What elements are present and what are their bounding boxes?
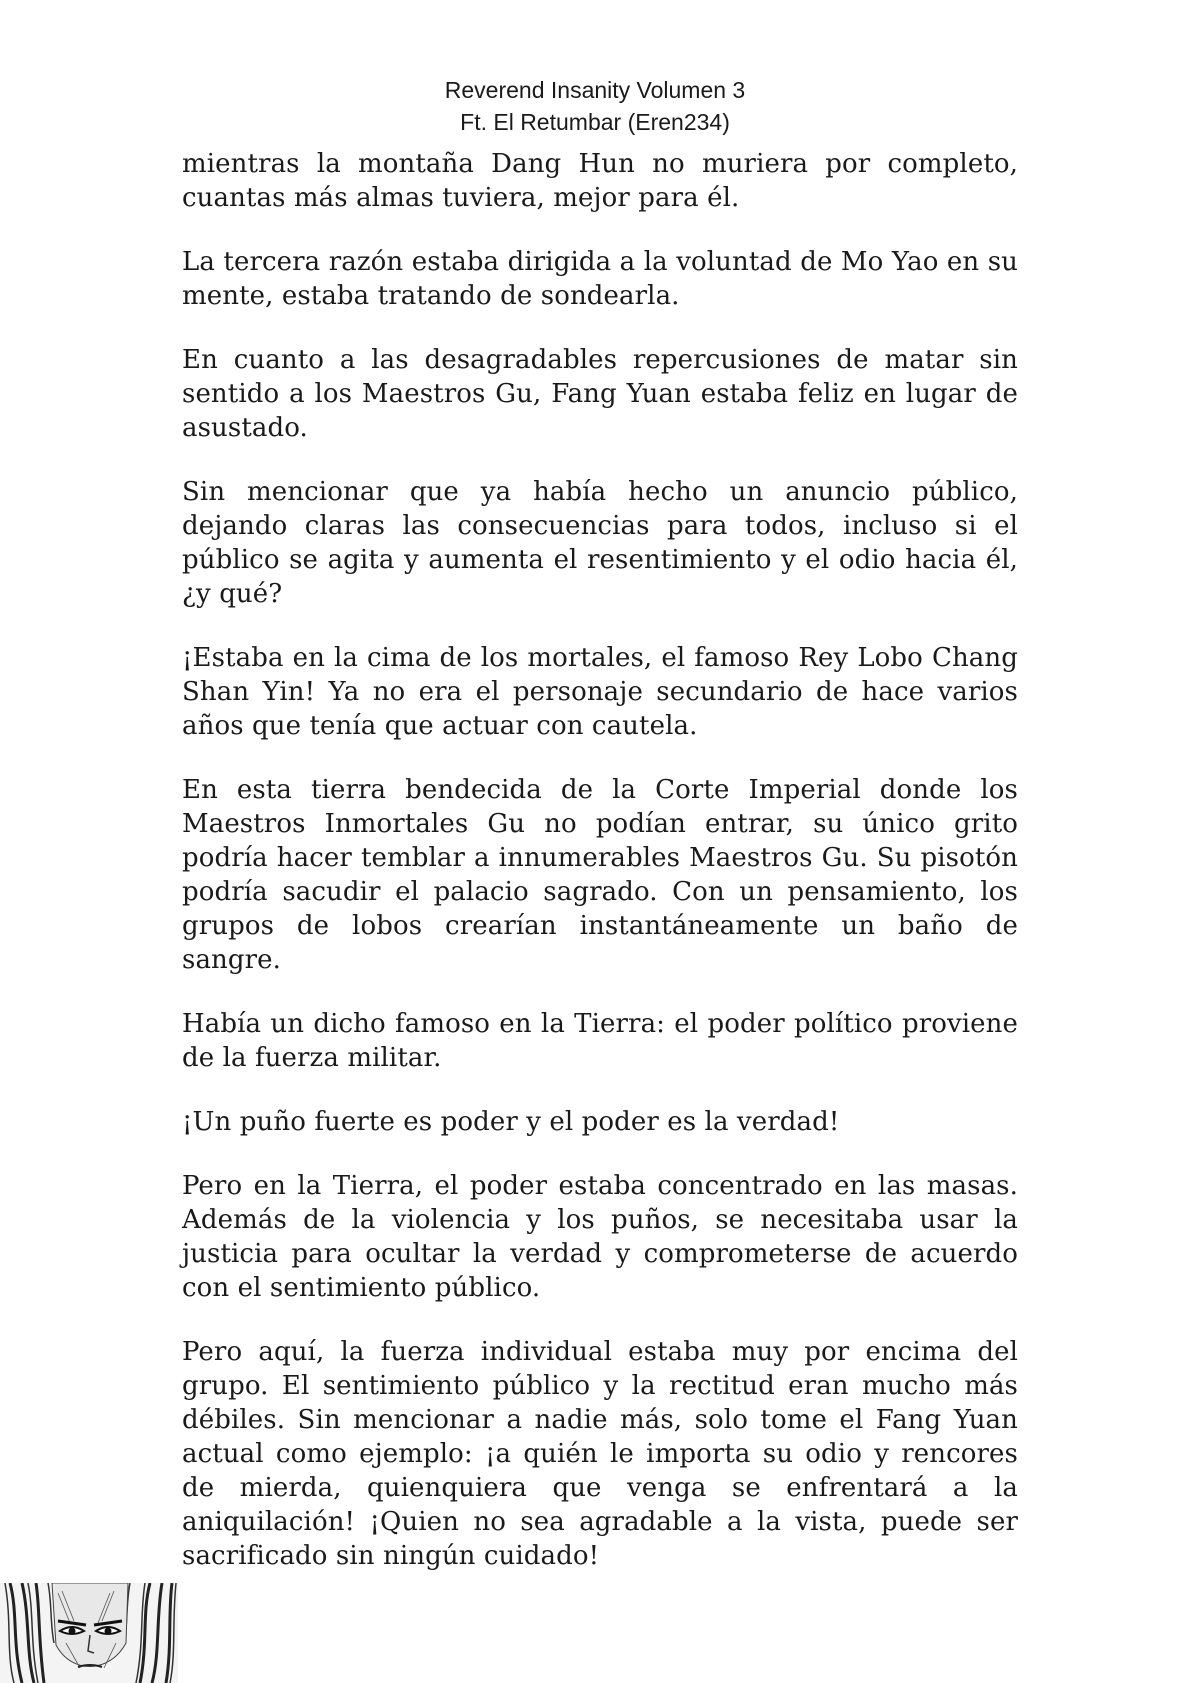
paragraph: ¡Estaba en la cima de los mortales, el famoso Rey Lobo Chang Shan Yin! Ya no era el personaje secundario de hace varios años que tenía que actuar con cautela. xyxy=(182,643,1018,741)
paragraph: En esta tierra bendecida de la Corte Imperial donde los Maestros Inmortales Gu no podían entrar, su único grito podría hacer temblar a innumerables Maestros Gu. Su pisotón podría sacudir el palacio sagrado. Con un pensamiento, los grupos de lobos crearían instantáneamente un baño de sangre. xyxy=(182,775,1018,975)
paragraph: Pero en la Tierra, el poder estaba concentrado en las masas. Además de la violencia y los puños, se necesitaba usar la justicia para ocultar la verdad y comprometerse de acuerdo con el sentimiento público. xyxy=(182,1171,1018,1303)
paragraph: mientras la montaña Dang Hun no muriera por completo, cuantas más almas tuviera, mejor para él. xyxy=(182,149,1018,213)
paragraph: Sin mencionar que ya había hecho un anuncio público, dejando claras las consecuencias para todos, incluso si el público se agita y aumenta el resentimiento y el odio hacia él, ¿y qué? xyxy=(182,477,1018,609)
manga-character-portrait-icon xyxy=(0,1583,178,1683)
body-text xyxy=(182,147,1018,1603)
paragraph: En cuanto a las desagradables repercusiones de matar sin sentido a los Maestros Gu, Fang Yuan estaba feliz en lugar de asustado. xyxy=(182,345,1018,443)
page-header xyxy=(0,74,1190,138)
paragraph: ¡Un puño fuerte es poder y el poder es la verdad! xyxy=(182,1107,840,1137)
document-credit: Ft. El Retumbar (Eren234) xyxy=(460,109,730,135)
paragraph: La tercera razón estaba dirigida a la voluntad de Mo Yao en su mente, estaba tratando de sondearla. xyxy=(182,247,1018,311)
paragraph: Pero aquí, la fuerza individual estaba muy por encima del grupo. El sentimiento público y la rectitud eran mucho más débiles. Sin mencionar a nadie más, solo tome el Fang Yuan actual como ejemplo: ¡a quién le importa su odio y rencores de mierda, quienquiera que venga se enfrentará a la aniquilación! ¡Quien no sea agradable a la vista, puede ser sacrificado sin ningún cuidado! xyxy=(182,1337,1018,1571)
paragraph: Había un dicho famoso en la Tierra: el poder político proviene de la fuerza militar. xyxy=(182,1009,1018,1073)
document-title: Reverend Insanity Volumen 3 xyxy=(444,77,746,103)
